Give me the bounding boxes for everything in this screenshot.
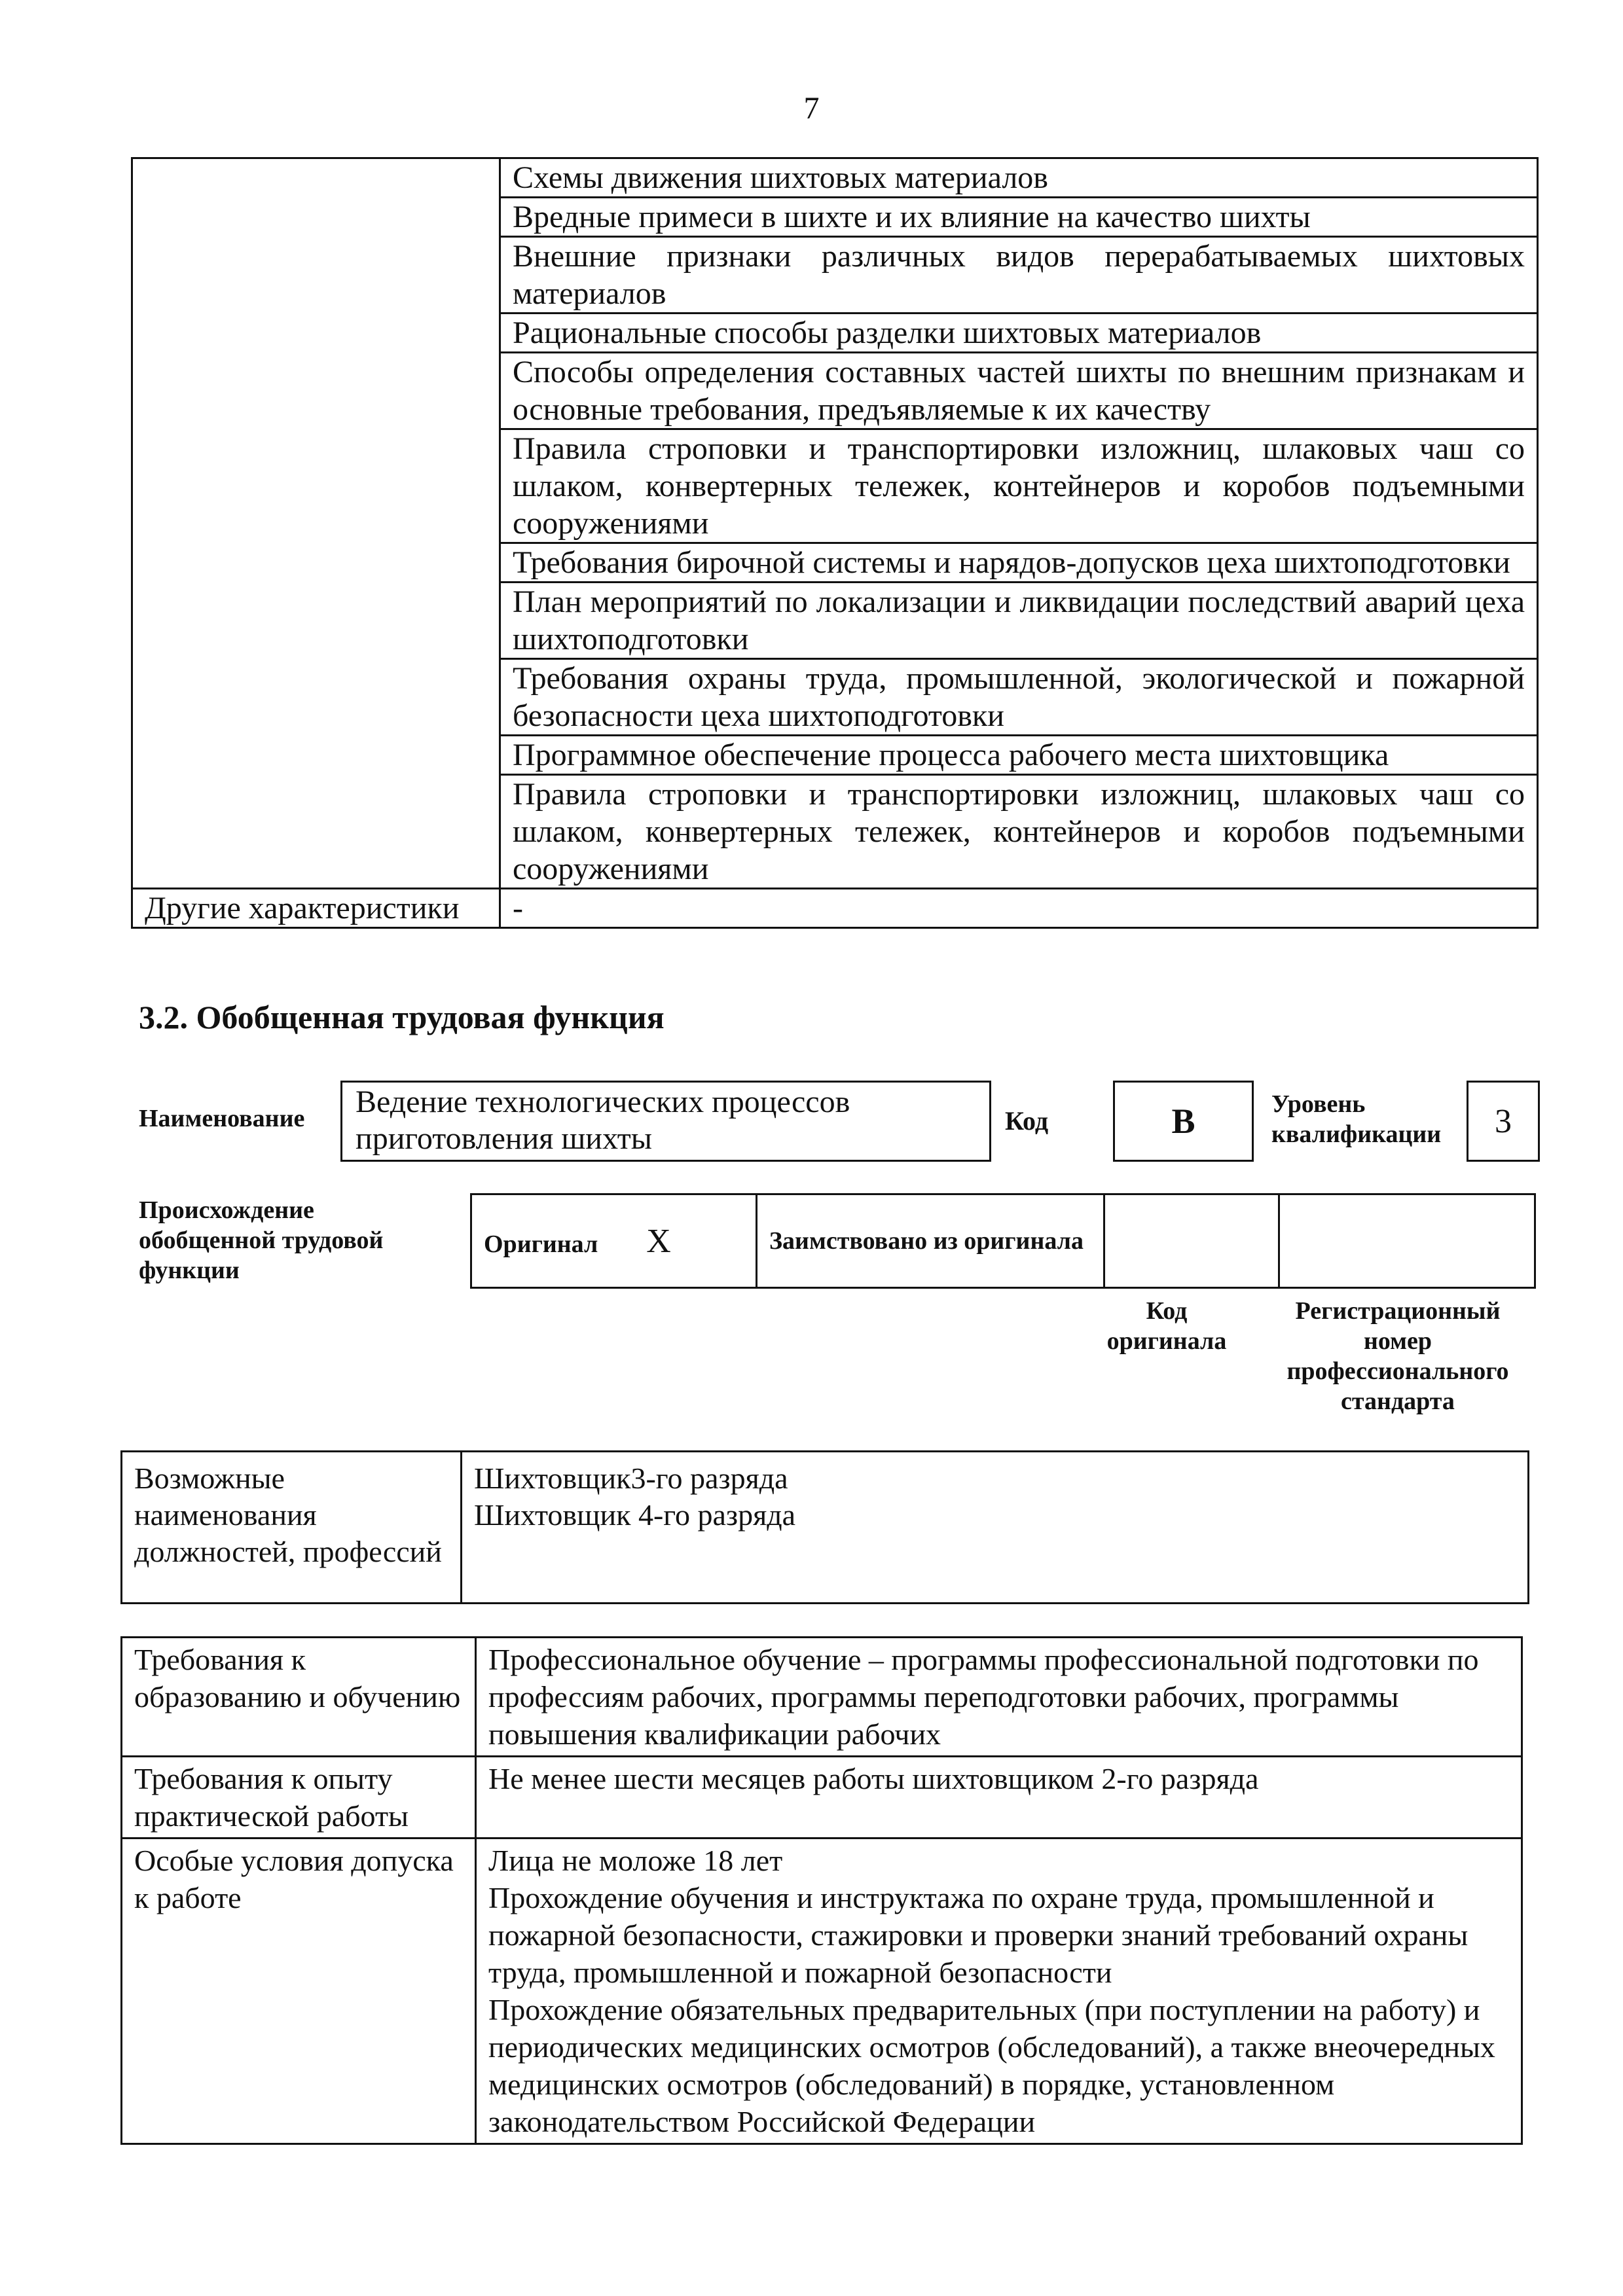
knowledge-group-label-cell: [132, 158, 500, 889]
requirement-value: Профессиональное обучение – программы профессиональной подготовки по профессиям рабочих, программы переподготовки рабочих, программы повышения квалификации рабочих: [488, 1643, 1479, 1751]
knowledge-table: [131, 157, 1539, 929]
positions-table: [120, 1450, 1529, 1604]
knowledge-item: Внешние признаки различных видов перерабатываемых шихтовых материалов: [500, 237, 1538, 314]
function-name-value: Ведение технологических процессов приготовления шихты: [356, 1085, 850, 1156]
knowledge-item: Правила строповки и транспортировки изложниц, шлаковых чаш со шлаком, конвертерных тележек, контейнеров и коробов подъемными сооружениями: [500, 429, 1538, 543]
level-value: 3: [1495, 1102, 1512, 1140]
name-label: Наименование: [139, 1105, 305, 1132]
level-label: Уровень квалификации: [1271, 1090, 1442, 1148]
requirement-value: Прохождение обязательных предварительных (при поступлении на работу) и периодических медицинских осмотров (обследований), а также внеочередных медицинских осмотров (обследований) в порядке, установленном законодательством Российской Федерации: [488, 1993, 1495, 2138]
code-value: B: [1171, 1102, 1195, 1141]
requirement-value: Прохождение обучения и инструктажа по охране труда, промышленной и пожарной безопасности, стажировки и проверки знаний требований охраны труда, промышленной и пожарной безопасности: [488, 1881, 1468, 1989]
position-value: Шихтовщик 4-го разряда: [474, 1498, 796, 1532]
requirements-table: [120, 1636, 1523, 2145]
requirement-row: [122, 1757, 1522, 1839]
positions-label: Возможные наименования должностей, профессий: [134, 1462, 442, 1568]
origin-label: Происхождение обобщенной трудовой функции: [139, 1196, 384, 1284]
registration-number-cell: [1279, 1194, 1535, 1288]
knowledge-item: Рациональные способы разделки шихтовых материалов: [500, 314, 1538, 353]
requirement-label: Требования к образованию и обучению: [122, 1638, 476, 1757]
level-value-box: [1467, 1081, 1540, 1162]
code-value-box: [1113, 1081, 1254, 1162]
requirement-label: Требования к опыту практической работы: [122, 1757, 476, 1839]
knowledge-item: Программное обеспечение процесса рабочего места шихтовщика: [500, 736, 1538, 775]
section-heading: 3.2. Обобщенная трудовая функция: [139, 999, 665, 1035]
position-value: Шихтовщик3-го разряда: [474, 1462, 788, 1495]
knowledge-item: Требования бирочной системы и нарядов-допусков цеха шихтоподготовки: [500, 543, 1538, 583]
original-mark: X: [646, 1222, 671, 1260]
positions-label-cell: [122, 1452, 462, 1604]
requirement-label: Особые условия допуска к работе: [122, 1839, 476, 2144]
registration-caption: Регистрационный номер профессионального стандарта: [1286, 1297, 1509, 1415]
other-characteristics-label: Другие характеристики: [132, 889, 500, 928]
original-code-cell: [1104, 1194, 1279, 1288]
knowledge-item: Схемы движения шихтовых материалов: [500, 158, 1538, 198]
knowledge-item: Способы определения составных частей шихты по внешним признакам и основные требования, предъявляемые к их качеству: [500, 353, 1538, 429]
borrowed-label: Заимствовано из оригинала: [769, 1227, 1084, 1255]
requirement-values-cell: [476, 1839, 1522, 2144]
function-name-box: [340, 1081, 991, 1162]
other-characteristics-value: -: [500, 889, 1538, 928]
requirement-values-cell: [476, 1638, 1522, 1757]
knowledge-item: Требования охраны труда, промышленной, экологической и пожарной безопасности цеха шихтоподготовки: [500, 659, 1538, 736]
page-number: 7: [803, 91, 820, 126]
original-cell: [471, 1194, 757, 1288]
original-label: Оригинал: [484, 1230, 598, 1258]
code-label: Код: [1005, 1106, 1049, 1136]
requirement-value: Не менее шести месяцев работы шихтовщиком 2-го разряда: [488, 1762, 1259, 1795]
positions-values-cell: [462, 1452, 1529, 1604]
requirement-row: [122, 1638, 1522, 1757]
knowledge-item: Вредные примеси в шихте и их влияние на качество шихты: [500, 198, 1538, 237]
knowledge-row: [132, 158, 1538, 198]
knowledge-item: Правила строповки и транспортировки изложниц, шлаковых чаш со шлаком, конвертерных тележек, контейнеров и коробов подъемными сооружениями: [500, 775, 1538, 889]
requirement-values-cell: [476, 1757, 1522, 1839]
origin-table: [470, 1193, 1536, 1289]
other-characteristics-row: [132, 889, 1538, 928]
requirement-row: [122, 1839, 1522, 2144]
borrowed-cell: [757, 1194, 1104, 1288]
knowledge-item: План мероприятий по локализации и ликвидации последствий аварий цеха шихтоподготовки: [500, 583, 1538, 659]
code-caption: Код оригинала: [1106, 1297, 1227, 1355]
requirement-value: Лица не моложе 18 лет: [488, 1844, 783, 1877]
